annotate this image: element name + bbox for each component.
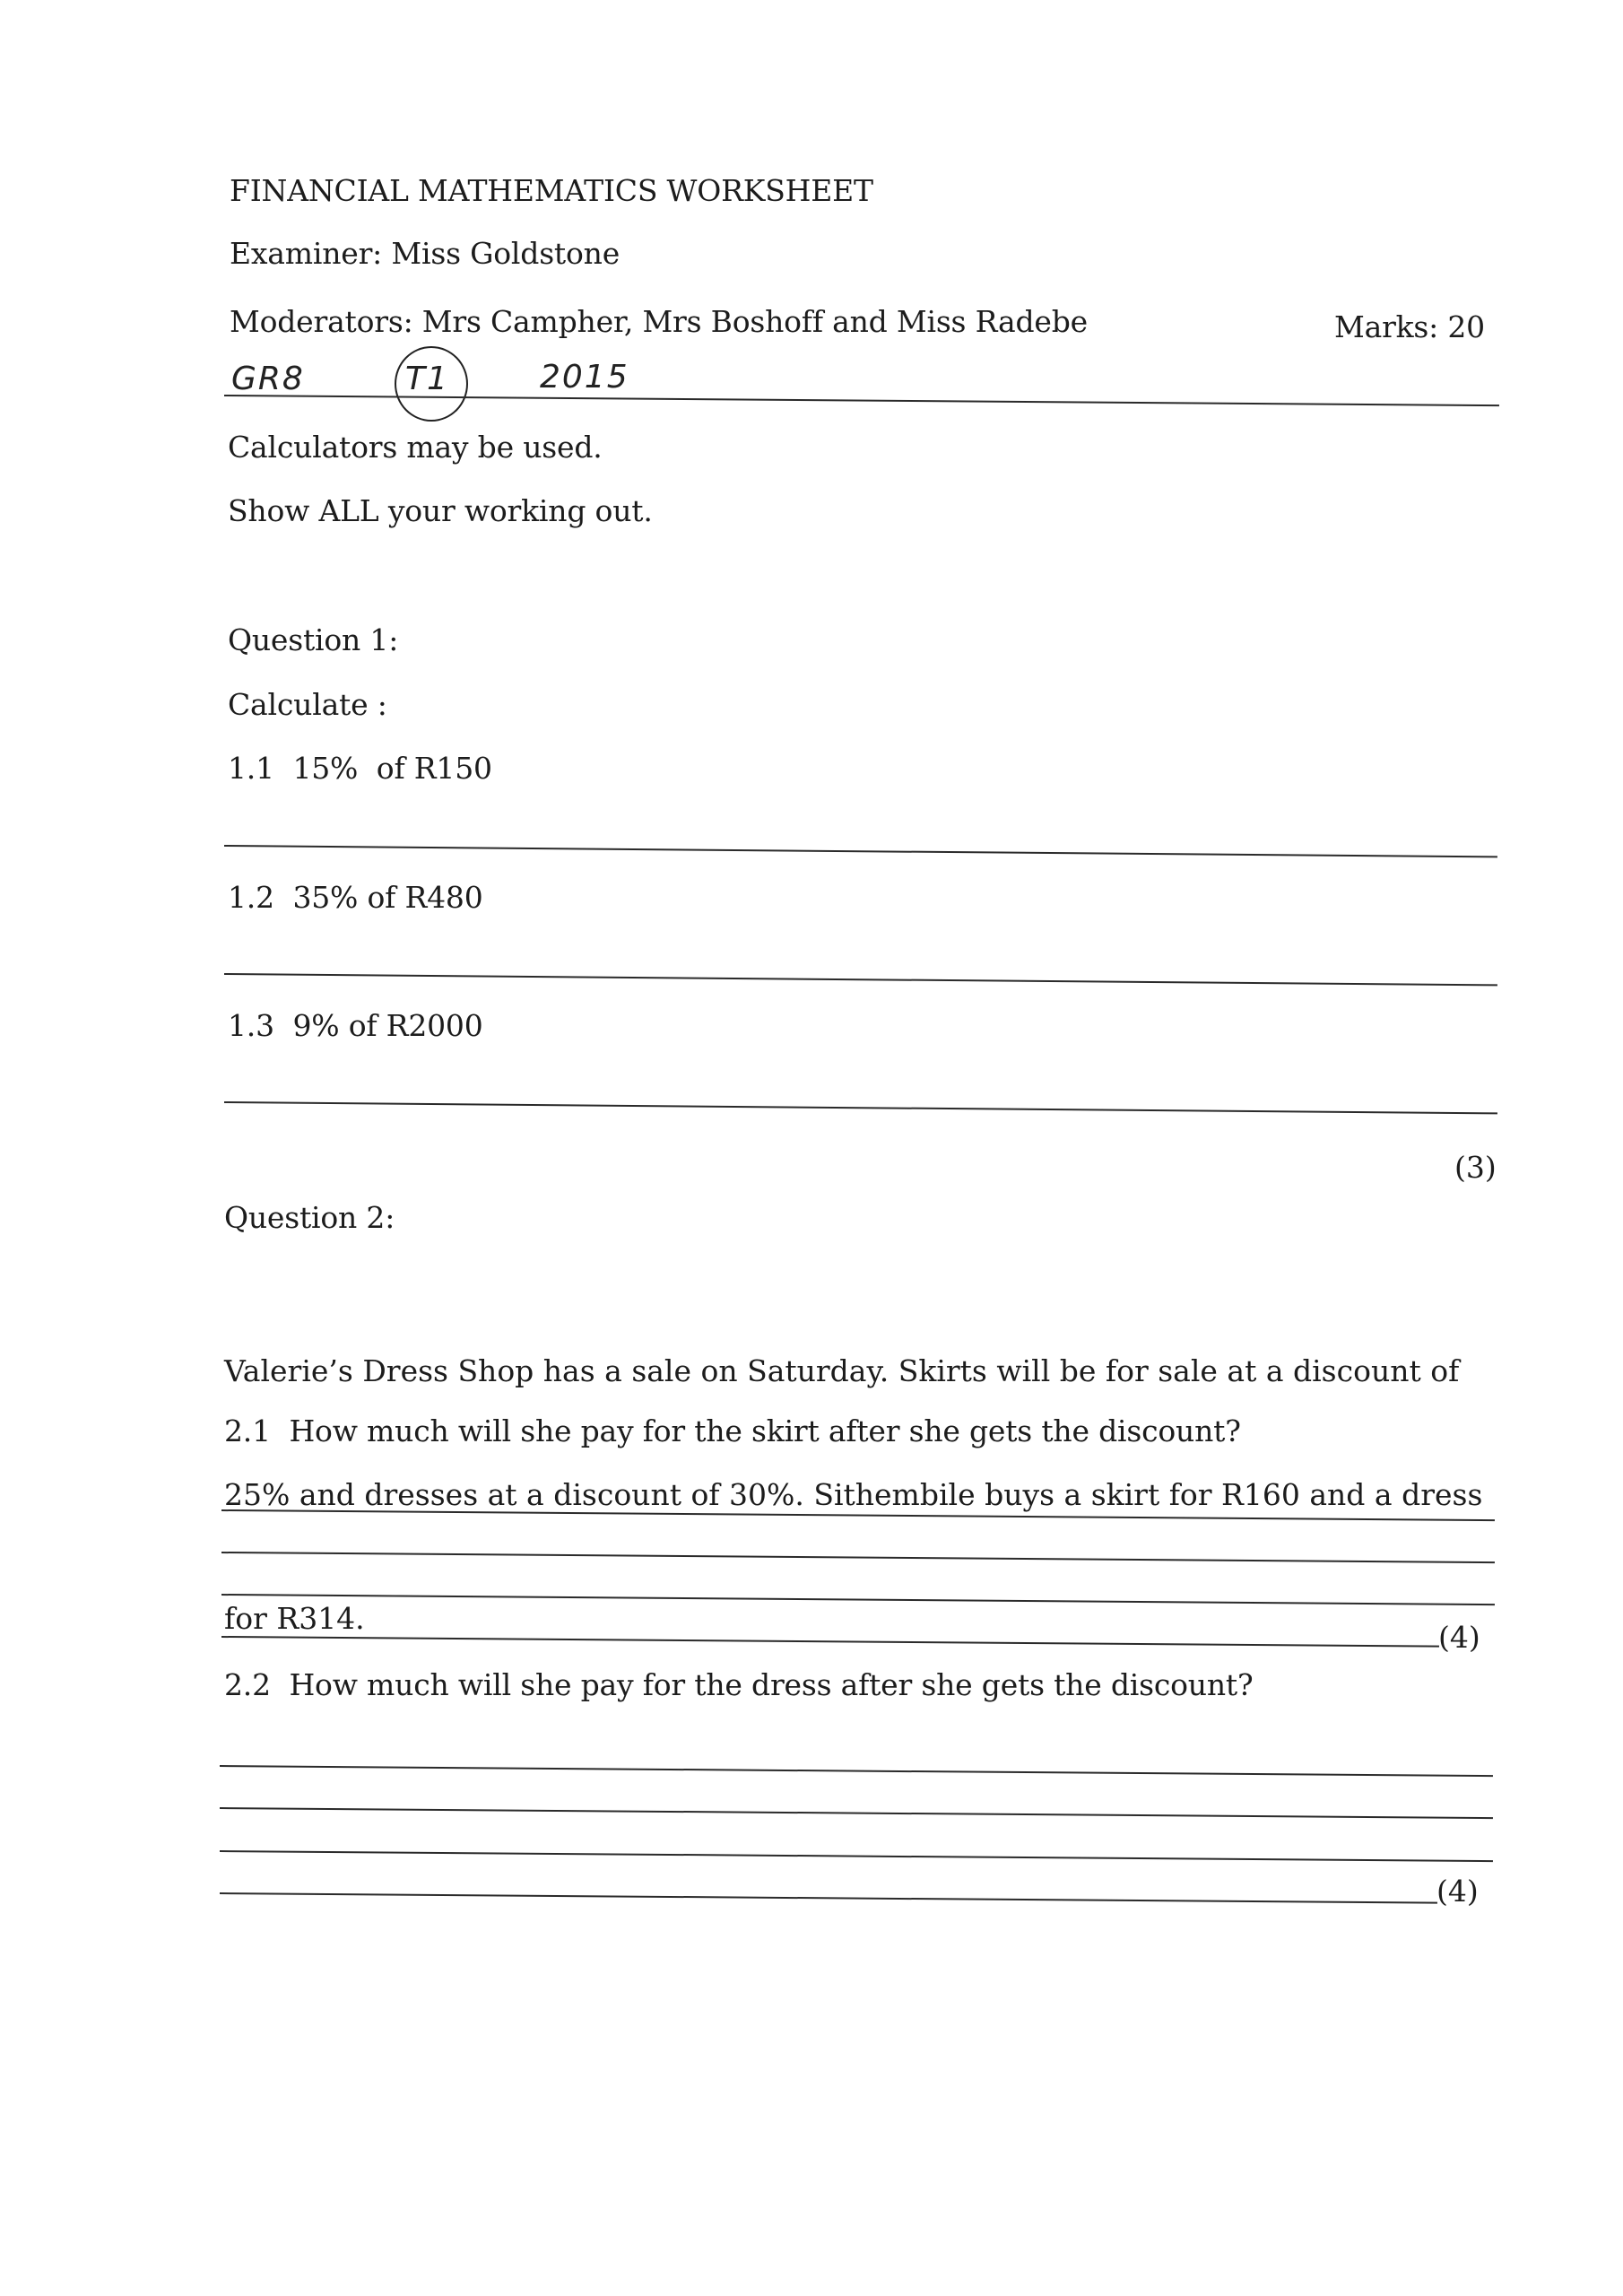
answer-line-2-2-b[interactable] (220, 1807, 1493, 1819)
handwritten-term: T1 (405, 361, 449, 397)
question-1-1-label: 1.1 15% of R150 (228, 751, 492, 786)
question-1-2-label: 1.2 35% of R480 (228, 880, 483, 915)
question-2-1-label: 2.1 How much will she pay for the skirt after she gets the discount? (224, 1413, 1241, 1448)
handwritten-year: 2015 (540, 359, 629, 396)
answer-line-1-3[interactable] (224, 1101, 1497, 1114)
handwritten-grade: GR8 (231, 361, 305, 397)
answer-line-1-1[interactable] (224, 845, 1497, 857)
answer-line-2-2-a[interactable] (220, 1765, 1493, 1777)
answer-line-2-2-c[interactable] (220, 1850, 1493, 1862)
question-1-heading: Question 1: (228, 622, 399, 657)
question-2-scenario (224, 1268, 1482, 1681)
question-2-1-marks: (4) (1438, 1620, 1480, 1655)
question-2-2-marks: (4) (1436, 1874, 1479, 1909)
instruction-working-out: Show ALL your working out. (228, 493, 653, 528)
examiner-line: Examiner: Miss Goldstone (230, 236, 621, 271)
question-1-marks: (3) (1454, 1150, 1497, 1185)
answer-line-2-2-d[interactable] (220, 1892, 1437, 1904)
instruction-calculators: Calculators may be used. (228, 430, 603, 465)
question-2-2-label: 2.2 How much will she pay for the dress after she gets the discount? (224, 1667, 1254, 1702)
question-1-3-label: 1.3 9% of R2000 (228, 1008, 483, 1043)
scenario-line: Valerie’s Dress Shop has a sale on Saturday. Skirts will be for sale at a discount of (224, 1353, 1460, 1388)
answer-line-1-2[interactable] (224, 973, 1497, 986)
worksheet-title: FINANCIAL MATHEMATICS WORKSHEET (230, 173, 873, 208)
total-marks: Marks: 20 (1334, 309, 1485, 344)
question-2-heading: Question 2: (224, 1200, 395, 1235)
scenario-line: 25% and dresses at a discount of 30%. Sithembile buys a skirt for R160 and a dress (224, 1477, 1483, 1512)
scenario-line: for R314. (224, 1601, 365, 1636)
question-1-prompt: Calculate : (228, 687, 387, 722)
moderators-line: Moderators: Mrs Campher, Mrs Boshoff and Miss Radebe (230, 304, 1088, 339)
